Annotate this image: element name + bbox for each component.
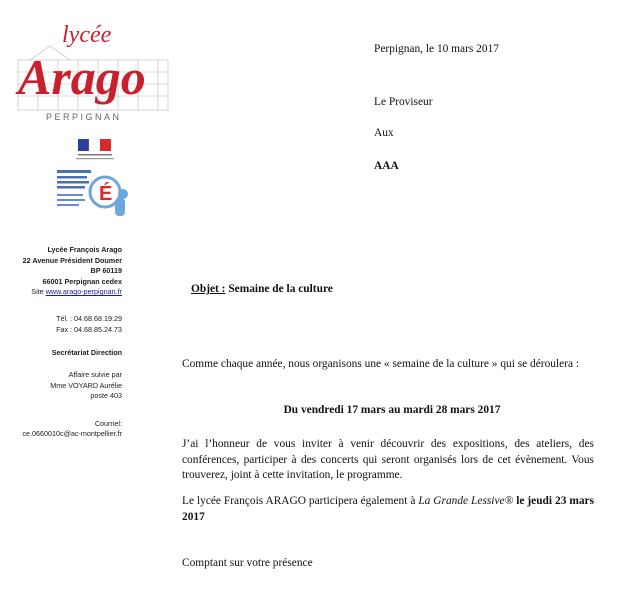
republique-francaise-logo <box>70 137 120 165</box>
recipient: AAA <box>374 160 399 172</box>
lessive-date: le jeudi 23 mars 2017 <box>182 495 595 523</box>
objet-label: Objet : <box>191 283 226 295</box>
logo-main-text: Arago <box>18 49 146 105</box>
site-label: Site <box>31 287 46 297</box>
sidebar-secretariat <box>10 348 122 359</box>
school-name: Lycée François Arago <box>47 245 122 254</box>
logo-city: PERPIGNAN <box>46 112 122 122</box>
sidebar-contact <box>10 314 122 335</box>
affaire-label: Affaire suivie par <box>68 370 122 379</box>
body-paragraph: J’ai l’honneur de vous inviter à venir découvrir des expositions, des ateliers, des conférences, participer à des concerts qui seront organisés lors de cet évènement. Vous trouverez, joint à cette invitation, le programme. <box>182 438 594 481</box>
logo-graphic <box>10 8 175 128</box>
lessive-paragraph <box>182 494 594 525</box>
lessive-text: Le lycée François ARAGO participera également à <box>182 495 419 507</box>
sidebar-courriel <box>10 419 122 430</box>
sidebar-email <box>0 429 122 440</box>
academie-montpellier-logo <box>55 168 135 220</box>
sidebar-affaire <box>10 370 122 402</box>
affaire-name: Mme VOYARD Aurélie <box>50 380 122 390</box>
tel-line: Tél. : 04.68.68.19.29 <box>56 314 122 323</box>
fax-line: Fax : 04.68.85.24.73 <box>56 324 122 334</box>
poste-line: poste 403 <box>90 391 122 401</box>
intro-paragraph: Comme chaque année, nous organisons une « semaine de la culture » qui se déroulera : <box>182 358 580 370</box>
objet-text: Semaine de la culture <box>225 283 333 295</box>
event-dates: Du vendredi 17 mars au mardi 28 mars 2017 <box>283 404 501 416</box>
address-line: 22 Avenue Président Doumer <box>22 255 122 265</box>
sidebar-address <box>10 245 122 298</box>
lessive-title: La Grande Lessive® <box>418 495 514 507</box>
bp-line: BP 60119 <box>90 266 122 276</box>
website-link[interactable]: www.arago-perpignan.fr <box>45 287 122 297</box>
closing: Comptant sur votre présence <box>182 557 313 569</box>
lycee-arago-logo <box>10 8 175 128</box>
place-date: Perpignan, le 10 mars 2017 <box>374 43 499 55</box>
objet-line <box>191 282 333 298</box>
logo-top-text: lycée <box>62 22 112 48</box>
secretariat-label: Secrétariat Direction <box>51 348 122 357</box>
courriel-label: Courriel: <box>94 419 122 428</box>
sender: Le Proviseur <box>374 96 433 108</box>
to-label: Aux <box>374 127 394 139</box>
city-line: 66001 Perpignan cedex <box>42 276 122 286</box>
courriel-address: ce.0660010c@ac-montpellier.fr <box>22 429 122 438</box>
svg-text:É: É <box>99 183 113 205</box>
